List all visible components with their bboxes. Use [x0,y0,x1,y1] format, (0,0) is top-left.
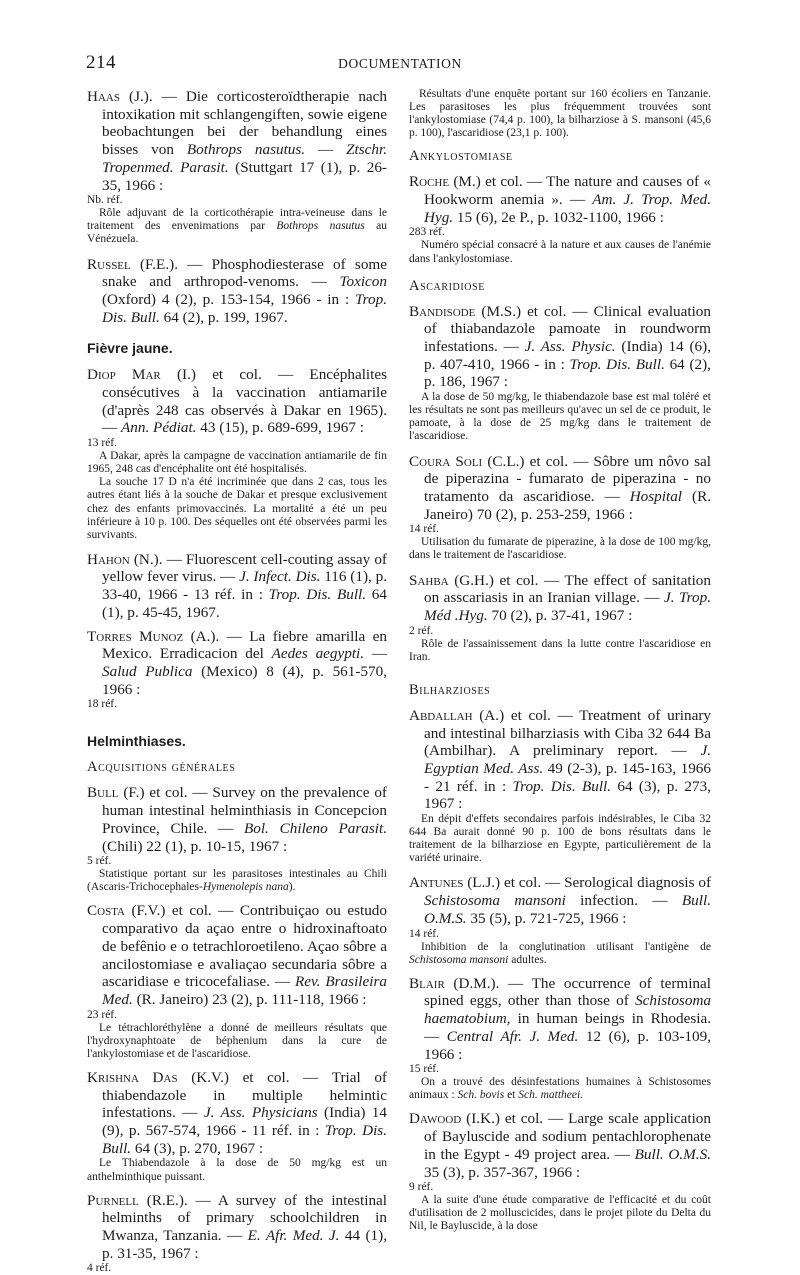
entry-separator: — [364,645,388,663]
journal-reference: 35 (3), p. 357-367, 1966 : [424,1163,581,1181]
reference-count: 18 réf. [87,698,118,711]
entry-text: (L.J.) et col. — Serological diagnosis of [463,874,711,892]
note-species: Bothrops nasutus [276,220,365,233]
reference-count: Nb. réf. [87,194,123,207]
note-text: Rôle adjuvant de la corticothérapie intra-veineuse dans le traitement des envenimations par [87,207,387,233]
journal-title: Bull. O.M.S. [424,892,711,927]
entry-author: Dawood [409,1110,462,1128]
entry-author: Roche [409,173,450,191]
journal-title: J. Ass. Physic. [524,338,616,356]
bib-entry-costa [87,902,387,1008]
note-text: Inhibition de la conglutination utilisant l'antigène de [421,940,711,953]
subsection-ascaridiose: Ascaridiose [409,277,485,294]
journal-reference: 15 (6), 2e P., p. 1032-1100, 1966 : [453,208,664,226]
journal-reference: (Chili) 22 (1), p. 10-15, 1967 : [102,837,288,855]
bib-entry-purnell [87,1192,387,1263]
journal-title: J. Infect. Dis. [239,568,321,586]
abstract-note [87,207,387,246]
note-text: On a trouvé des désinfestations humaines à Schistosomes animaux : [409,1076,711,1102]
note-text: et [504,1089,519,1102]
abstract-note: A la suite d'une étude comparative de l'efficacité et du coût d'utilisation de 2 molluscicides, dans le projet pilote du Delta du Nil, le Bayluscide, à la dose [409,1194,711,1233]
entry-text: (G.H.) et col. — The effect of sanitation on asscariasis in an Iranian village. — [424,571,711,607]
journal-reference: (Stuttgart 17 (1), p. 26-35, 1966 : [102,158,387,194]
journal-title: J. Egyptian Med. Ass. [424,742,711,777]
journal-title: Trop. Dis. Bull. [102,290,387,326]
bib-entry-hahon [87,551,387,622]
journal-reference: 64 (1), p. 45-45, 1967. [102,586,387,621]
entry-text: (K.V.) et col. — Trial of thiabendazole in multiple helmintic infestations. — [102,1068,387,1122]
note-text: ). [288,881,296,894]
note-text: Statistique portant sur les parasitoses intestinales au Chili (Ascaris-Trichocephales- [87,868,387,894]
abstract-note [87,868,387,894]
subsection-acquisitions-generales: Acquisitions générales [87,759,236,776]
entry-text: (M.S.) et col. — Clinical evaluation of thiabandazole pamoate in roundworm infestations. — [424,302,711,356]
entry-text: infection. — [565,892,682,910]
journal-reference: 43 (15), p. 689-699, 1967 : [196,419,364,437]
journal-title: Trop. Dis. Bull. [102,1122,387,1157]
entry-text: (F.V.) et col. — Contribuiçao ou estudo comparativo da açao entre o hidroxinaftoato de befênio e o tetrachloroetileno. Açao sôbre a ancilostomiase e avaliaçao secundaria sôbre a ascaridiase e tricocefaliase. — [102,902,387,991]
note-species: Schistosoma mansoni [409,953,509,966]
species-name: Aedes aegypti. [271,645,365,663]
entry-text: (N.). — Fluorescent cell-couting assay of yellow fever virus. — [102,550,387,586]
journal-reference: 64 (3), p. 270, 1967 : [131,1139,264,1157]
journal-reference: (R. Janeiro) 23 (2), p. 111-118, 1966 : [132,990,367,1008]
journal-title: Rev. Brasileira Med. [102,973,387,1008]
bib-entry-roche [409,173,711,226]
abstract-note [409,941,711,967]
bib-entry-dawood [409,1110,711,1181]
bib-entry-bull [87,784,387,855]
abstract-note: Le tétrachloréthylène a donné de meilleurs résultats que l'hydroxynaphtoate de béphenium dans la cure de l'ankylostomiase et de l'ascaridiose. [87,1021,387,1060]
reference-count: 4 réf. [87,1262,112,1275]
bib-entry-diop-mar [87,366,387,437]
journal-reference: 44 (1), p. 31-35, 1967 : [102,1227,387,1262]
entry-author: Abdallah [409,706,473,724]
entry-text: (I.K.) et col. — Large scale application of Bayluscide and sodium pentachlorophenate in the Egypt - 49 project area. — [424,1110,711,1163]
entry-text: (M.) et col. — The nature and causes of « Hookworm anemia ». — [424,173,711,209]
note-species: Sch. bovis [457,1089,505,1102]
entry-author: Blair [409,974,445,992]
bib-entry-krishna-das [87,1069,387,1158]
journal-reference: 64 (2), p. 199, 1967. [159,308,288,326]
journal-title: Central Afr. J. Med. [446,1027,579,1045]
journal-title: Ann. Pédiat. [120,419,197,437]
journal-title: J. Ass. Physicians [203,1104,318,1122]
section-heading-fievre-jaune: Fièvre jaune. [87,340,173,357]
journal-reference: 116 (1), p. 33-40, 1966 - 13 réf. in : [102,568,387,604]
entry-separator: — [305,141,347,159]
journal-title: J. Trop. Méd .Hyg. [424,589,711,624]
journal-title: Ztschr. Tropenmed. Parasit. [102,141,387,176]
entry-author: Haas [87,88,120,105]
entry-author: Sahba [409,571,449,589]
entry-author: Antunes [409,874,464,892]
journal-title: Salud Publica [102,663,193,680]
note-text: au Vénézuela. [87,220,388,246]
reference-count: 14 réf. [409,927,440,940]
reference-count: 5 réf. [87,855,112,868]
abstract-note [409,1076,711,1102]
entry-text: (R.E.). — A survey of the intestinal helminths of primary schoolchildren in Mwanza, Tanzania. — [102,1191,387,1245]
bib-entry-antunes [409,874,711,927]
abstract-note: A Dakar, après la campagne de vaccination antiamarile de fin 1965, 248 cas d'encéphalite ont été hospitalisés. [87,450,387,476]
journal-reference: 35 (5), p. 721-725, 1966 : [466,909,627,927]
entry-author: Krishna Das [87,1068,178,1086]
journal-reference: 64 (3), p. 273, 1967 : [424,777,711,813]
journal-title: Trop. Dis. Bull. [512,777,612,795]
entry-text: (F.E.). — Phosphodiesterase of some snake and arthropod-venoms. — [102,255,387,291]
entry-author: Purnell [87,1191,139,1209]
journal-title: Hospital [629,487,683,505]
entry-author: Bandisode [409,302,476,320]
reference-count: 283 réf. [409,226,445,239]
reference-count: 2 réf. [409,624,434,637]
entry-author: Coura Soli [409,452,483,470]
entry-author: Bull [87,784,119,802]
entry-author: Russel [87,255,131,273]
section-heading-helminthiases: Helminthiases. [87,733,186,750]
right-column [409,88,711,1231]
entry-text: (C.L.) et col. — Sôbre um nôvo sal de piperazina - fumarato de piperazina - no tratamento da ascaridiose. — [424,452,712,505]
reference-count: 13 réf. [87,437,118,450]
bib-entry-abdallah [409,707,711,813]
journal-title: E. Afr. Med. J. [247,1227,340,1245]
journal-reference: 70 (2), p. 37-41, 1967 : [487,606,633,624]
page-number: 214 [86,52,116,73]
journal-title: Bull. O.M.S. [634,1145,711,1163]
entry-author: Diop Mar [87,366,161,384]
abstract-note: Le Thiabendazole à la dose de 50 mg/kg est un anthelminthique puissant. [87,1157,387,1183]
entry-author: Torres Munoz [87,627,184,645]
journal-title: Trop. Dis. Bull. [268,586,367,604]
abstract-note: Utilisation du fumarate de piperazine, à la dose de 100 mg/kg, dans le traitement de l'ascaridiose. [409,536,711,562]
entry-text: in human beings in Rhodesia. — [424,1010,711,1045]
entry-text: (A.) et col. — Treatment of urinary and intestinal bilharziasis with Ciba 32 644 Ba (Ambilhar). A preliminary report. — [424,706,711,760]
bib-entry-sahba [409,572,711,625]
journal-title: Trop. Dis. Bull. [569,355,665,373]
journal-title: Am. J. Trop. Med. Hyg. [424,191,711,226]
reference-count: 14 réf. [409,523,440,536]
bib-entry-torres-munoz [87,628,387,699]
bib-entry-bandisode [409,303,711,392]
running-title: DOCUMENTATION [338,56,462,71]
note-species: Sch. mattheei. [518,1089,584,1102]
journal-reference: (Mexico) 8 (4), p. 561-570, 1966 : [102,663,387,698]
reference-count: 15 réf. [409,1063,440,1076]
note-species: Hymenolepis nana [202,881,289,894]
subsection-bilharzioses: Bilharzioses [409,681,491,698]
reference-count: 23 réf. [87,1008,118,1021]
abstract-note: Résultats d'une enquête portant sur 160 écoliers en Tanzanie. Les parasitoses les plus fréquemment trouvées sont l'ankylostomiase (74,4 p. 100), la bilharziose à S. mansoni (45,6 p. 100), l'ascaridiose (23,1 p. 100). [409,88,711,140]
abstract-note: La souche 17 D n'a été incriminée que dans 2 cas, tous les autres étant liés à la souche de Dakar et presque exclusivement chez des enfants primovaccinés. La mortalité a été un peu inférieure à 10 p. 100. Des séquelles ont été observées parmi les survivants. [87,476,387,541]
abstract-note: Numéro spécial consacré à la nature et aux causes de l'anémie dans l'ankylostomiase. [409,239,711,265]
species-name: Schistosoma mansoni [424,892,566,910]
note-text: adultes. [508,953,547,966]
bib-entry-russel [87,256,387,327]
bib-entry-haas [87,88,387,194]
entry-text: (D.M.). — The occurrence of terminal spined eggs, other than those of [424,974,711,1010]
abstract-note: En dépit d'effets secondaires parfois indésirables, le Ciba 32 644 Ba aurait donné 90 p. 100 de bons résultats dans le traitement de la bilharziose en Egypte, particulièrement de la variété urinaire. [409,813,711,865]
entry-text: (J.). — Die corticosteroïdtherapie nach intoxikation mit schlangengiften, sowie eigene beobachtungen bei der behandlung eines bisses von [102,88,387,159]
abstract-note: A la dose de 50 mg/kg, le thiabendazole base est mal toléré et les résultats ne sont pas meilleurs qu'avec un sel de ce produit, le pamoate, à la dose de 25 mg/kg dans le traitement de l'ascaridiose. [409,391,711,443]
journal-reference: (R. Janeiro) 70 (2), p. 253-259, 1966 : [424,487,712,523]
species-name: Bothrops nasutus. [186,141,306,159]
reference-count: 9 réf. [409,1181,434,1194]
entry-author: Hahon [87,550,130,568]
journal-reference: (India) 14 (6), p. 407-410, 1966 - in : [424,338,711,373]
left-column [87,88,388,1275]
species-name: Schistosoma haematobium, [424,992,711,1028]
journal-title: Toxicon [339,273,387,291]
journal-reference: 12 (6), p. 103-109, 1966 : [424,1027,711,1063]
journal-title: Bol. Chileno Parasit. [243,819,387,837]
bib-entry-coura-soli [409,453,711,524]
entry-text: (I.) et col. — Encéphalites consécutives à la vaccination antiamarile (d'après 248 cas observés à Dakar en 1965). — [102,366,388,437]
journal-reference: (India) 14 (9), p. 567-574, 1966 - 11 réf. in : [102,1104,387,1140]
journal-reference: 49 (2-3), p. 145-163, 1966 - 21 réf. in : [424,759,711,795]
subsection-ankylostomiase: Ankylostomiase [409,148,513,165]
entry-author: Costa [87,902,125,920]
journal-reference: (Oxford) 4 (2), p. 153-154, 1966 - in : [102,290,356,308]
bib-entry-blair [409,975,711,1064]
abstract-note: Rôle de l'assainissement dans la lutte contre l'ascaridiose en Iran. [409,637,711,663]
entry-text: (F.) et col. — Survey on the prevalence of human intestinal helminthiasis in Concepcion Province, Chile. — [102,784,387,837]
journal-reference: 64 (2), p. 186, 1967 : [424,355,711,391]
entry-text: (A.). — La fiebre amarilla en Mexico. Erradicacion del [102,627,387,663]
